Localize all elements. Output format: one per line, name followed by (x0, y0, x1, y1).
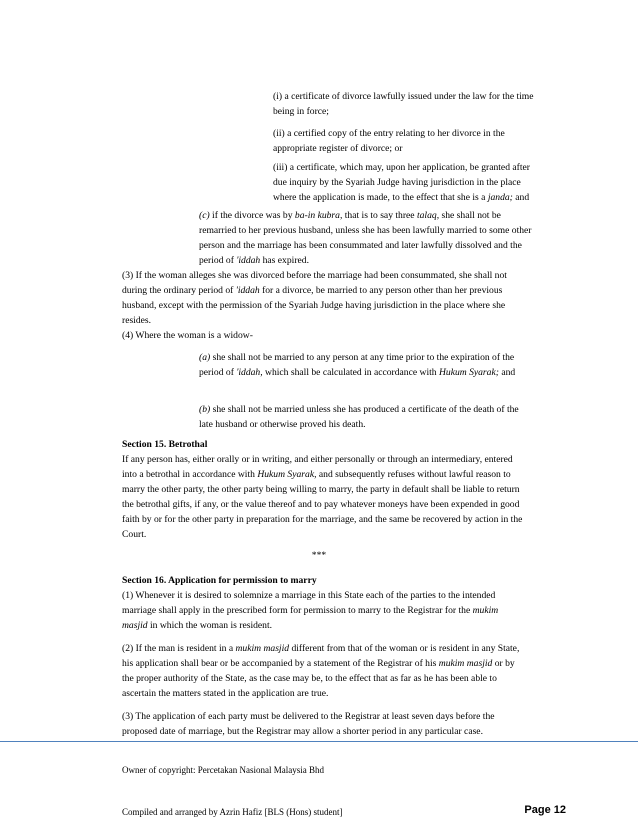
footer-compiled: Compiled and arranged by Azrin Hafiz [BLS (Hons) student] (122, 807, 343, 817)
text-line: where the application is made, to the effect that she is a janda; and (273, 192, 530, 203)
text-line: person and the marriage has been consummated and later lawfully dissolved and the (199, 240, 522, 251)
text-line: the proper authority of the State, as the case may be, to the effect that as far as he has been able to (122, 673, 497, 684)
paragraph-4 (122, 328, 574, 343)
section-16-paragraph-3 (122, 709, 574, 739)
text-line: ascertain the matters stated in the application are true. (122, 688, 329, 699)
sub-item-ii (273, 126, 573, 156)
footer-owner: Owner of copyright: Percetakan Nasional Malaysia Bhd (122, 765, 324, 775)
text-line: (3) The application of each party must be delivered to the Registrar at least seven days before the (122, 711, 495, 722)
text-line: husband, except with the permission of the Syariah Judge having jurisdiction in the place where she (122, 300, 506, 311)
text-line: resides. (122, 315, 152, 326)
text-line: the betrothal gifts, if any, or the value thereof and to pay whatever moneys have been expended in good (122, 499, 520, 510)
text-line: faith by or for the other party in preparation for the marriage, and the same be recovered by action in the (122, 514, 523, 525)
text-line: (a) she shall not be married to any person at any time prior to the expiration of the (199, 352, 515, 363)
section-heading: Section 16. Application for permission to marry (122, 575, 317, 586)
text-line: due inquiry by the Syariah Judge having jurisdiction in the place (273, 177, 521, 188)
text-line: (c) if the divorce was by ba-in kubra, that is to say three talaq, she shall not be (199, 210, 501, 221)
text-line: appropriate register of divorce; or (273, 143, 403, 154)
text-line: period of 'iddah has expired. (199, 255, 309, 266)
text-line: proposed date of marriage, but the Registrar may allow a shorter period in any particular case. (122, 726, 483, 737)
section-16-paragraph-2 (122, 641, 574, 701)
paragraph-4a (199, 350, 574, 380)
text-line: late husband or otherwise proved his death. (199, 419, 366, 430)
text-line: (4) Where the woman is a widow- (122, 330, 253, 341)
sub-item-i (273, 89, 573, 119)
text-line: (b) she shall not be married unless she has produced a certificate of the death of the (199, 404, 519, 415)
text-line: (3) If the woman alleges she was divorced before the marriage had been consummated, she shall not (122, 270, 507, 281)
text-line: marriage shall apply in the prescribed form for permission to marry to the Registrar for the mukim (122, 605, 499, 616)
text-line: Court. (122, 529, 147, 540)
paragraph-4b (199, 402, 574, 432)
text-line: into a betrothal in accordance with Hukum Syarak, and subsequently refuses without lawful reason to (122, 469, 511, 480)
text-line: (2) If the man is resident in a mukim masjid different from that of the woman or is resident in any State, (122, 643, 520, 654)
text-line: remarried to her previous husband, unless she has been lawfully married to some other (199, 225, 532, 236)
section-15 (122, 437, 574, 542)
text-line: (i) a certificate of divorce lawfully issued under the law for the time (273, 91, 534, 102)
section-heading: Section 15. Betrothal (122, 439, 208, 450)
text-line: his application shall bear or be accompanied by a statement of the Registrar of his mukim masjid or by (122, 658, 515, 669)
text-line: (1) Whenever it is desired to solemnize a marriage in this State each of the parties to the intended (122, 590, 496, 601)
text-line: marry the other party, the other party being willing to marry, the party in default shall be liable to return (122, 484, 520, 495)
text-line: being in force; (273, 106, 329, 117)
text-line: If any person has, either orally or in writing, and either personally or through an intermediary, entered (122, 454, 513, 465)
text-line: (ii) a certified copy of the entry relating to her divorce in the (273, 128, 505, 139)
text-line: (iii) a certificate, which may, upon her application, be granted after (273, 162, 530, 173)
text-line: masjid in which the woman is resident. (122, 620, 273, 631)
section-16 (122, 573, 574, 633)
sub-item-iii (273, 160, 573, 205)
paragraph-c (199, 208, 574, 268)
section-separator: *** (311, 550, 327, 561)
footer-rule (0, 741, 638, 742)
text-line: period of 'iddah, which shall be calculated in accordance with Hukum Syarak; and (199, 367, 516, 378)
text-line: during the ordinary period of 'iddah for a divorce, be married to any person other than her previous (122, 285, 503, 296)
paragraph-3 (122, 268, 574, 328)
page-number: Page 12 (524, 804, 566, 816)
